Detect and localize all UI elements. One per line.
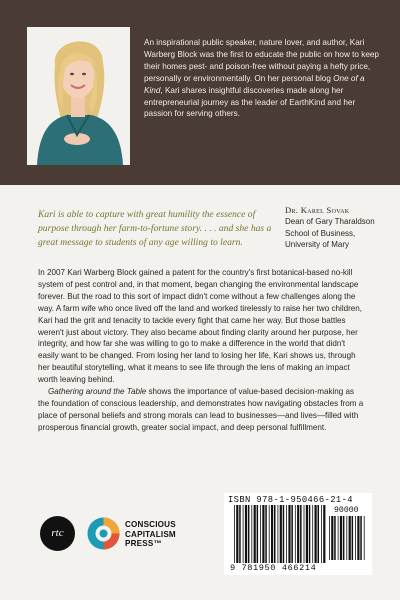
description-paragraph-1: In 2007 Kari Warberg Block gained a patent for the country's first botanical-based no-kill system of pest control and, in that moment, began changing the environmental landscape forever. But the road to this sort of impact didn't come without a few challenges along the way. A farm wife who once lived off the land and worked tirelessly to raise her two children, Kari had the grit and tenacity to tackle every fight that came her way. But those battles weren't just about victory. They also became about finding clarity around her purpose, her integrity, and how far she was willing to go to make a difference in the world that didn't easily want to be changed. From losing her land to losing her life, Kari shows us, through her beautiful storytelling, what it means to see life through the lens of making an impact worth leaving behind. bbox=[38, 268, 363, 385]
cc-line-3: PRESS™ bbox=[125, 539, 162, 549]
barcode-bar bbox=[346, 516, 347, 560]
endorser-title-line1: Dean of Gary Tharaldson bbox=[285, 217, 375, 227]
barcode-bar bbox=[329, 516, 330, 560]
barcode-bar bbox=[248, 505, 250, 563]
isbn-text: ISBN 978-1-950466-21-4 bbox=[228, 495, 353, 505]
author-bio-text: An inspirational public speaker, nature lover, and author, Kari Warberg Block was the first to educate the public on how to keep their homes pest- and poison-free without paying a hefty price, personally or environmentally. On her personal blog bbox=[144, 38, 379, 83]
barcode-bar bbox=[334, 516, 336, 560]
author-photo-illustration bbox=[27, 27, 130, 165]
barcode-bar bbox=[257, 505, 259, 563]
book-description bbox=[38, 267, 364, 434]
barcode-bar bbox=[340, 516, 342, 560]
barcode-bar bbox=[300, 505, 302, 563]
barcode-bar bbox=[234, 505, 235, 563]
ean-barcode-bars bbox=[234, 505, 326, 563]
barcode-bar bbox=[331, 516, 333, 560]
rtc-logo: rtc bbox=[40, 516, 75, 551]
barcode-bar bbox=[283, 505, 285, 563]
barcode-bar bbox=[364, 516, 365, 560]
author-photo bbox=[27, 27, 130, 165]
barcode-bar bbox=[357, 516, 359, 560]
book-title: Gathering around the Table bbox=[48, 387, 147, 397]
author-bio bbox=[144, 37, 380, 120]
barcode-bar bbox=[271, 505, 273, 563]
barcode-bar bbox=[251, 505, 252, 563]
cc-line-1: CONSCIOUS bbox=[125, 520, 176, 529]
barcode-bar bbox=[262, 505, 264, 563]
endorsement-quote: Kari is able to capture with great humility the essence of purpose through her farm-to-fortune story. . . . and she has a great message to students of any age willing to learn. bbox=[38, 209, 272, 248]
barcode-bar bbox=[306, 505, 308, 563]
author-bio-text-end: , Kari shares insightful discoveries made along her entrepreneurial journey as the leader of EarthKind and her passion for serving others. bbox=[144, 85, 356, 119]
conscious-capitalism-icon bbox=[86, 516, 121, 551]
barcode-bar bbox=[280, 505, 282, 563]
barcode-bar bbox=[318, 505, 320, 563]
barcode-bar bbox=[243, 505, 244, 563]
description-paragraph-2 bbox=[38, 386, 364, 434]
ean-number: 9 781950 466214 bbox=[230, 563, 317, 573]
barcode-bar bbox=[309, 505, 311, 563]
endorser-name: Dr. Karel Sovak bbox=[285, 205, 350, 215]
barcode-bar bbox=[274, 505, 276, 563]
barcode-bar bbox=[260, 505, 261, 563]
barcode-bar bbox=[239, 505, 241, 563]
barcode-bar bbox=[312, 505, 313, 563]
blog-name: One of a Kind bbox=[144, 73, 365, 95]
barcode-bar bbox=[245, 505, 247, 563]
barcode-bar bbox=[360, 516, 362, 560]
endorser-title-line3: University of Mary bbox=[285, 239, 350, 249]
conscious-capitalism-press-logo bbox=[125, 520, 205, 549]
addon-barcode-bars bbox=[329, 516, 365, 560]
cc-line-2: CAPITALISM bbox=[125, 529, 176, 539]
barcode-bar bbox=[291, 505, 293, 563]
description-paragraph-2-text: shows the importance of value-based decision-making as the foundation of conscious leadership, and demonstrates how navigating obstacles from a place of personal beliefs and strong morals can lead to businesses—and lives—filled with prosperous financial growth, greater social impact, and deep personal fulfillment. bbox=[38, 387, 364, 432]
barcode-bar bbox=[288, 505, 290, 563]
barcode-bar bbox=[338, 516, 339, 560]
endorser-title-line2: School of Business, bbox=[285, 228, 356, 238]
barcode-bar bbox=[265, 505, 267, 563]
barcode-bar bbox=[349, 516, 351, 560]
barcode-bar bbox=[304, 505, 305, 563]
barcode-bar bbox=[254, 505, 256, 563]
barcode-bar bbox=[295, 505, 296, 563]
barcode-bar bbox=[323, 505, 325, 563]
barcode-bar bbox=[269, 505, 270, 563]
isbn-barcode bbox=[224, 493, 372, 575]
barcode-bar bbox=[286, 505, 287, 563]
barcode-bar bbox=[355, 516, 356, 560]
barcode-bar bbox=[315, 505, 317, 563]
barcode-bar bbox=[321, 505, 322, 563]
barcode-bar bbox=[343, 516, 345, 560]
barcode-bar bbox=[297, 505, 299, 563]
price-code: 90000 bbox=[334, 506, 359, 515]
barcode-bar bbox=[352, 516, 354, 560]
endorsement-attribution bbox=[285, 205, 385, 250]
barcode-bar bbox=[236, 505, 238, 563]
barcode-bar bbox=[278, 505, 279, 563]
